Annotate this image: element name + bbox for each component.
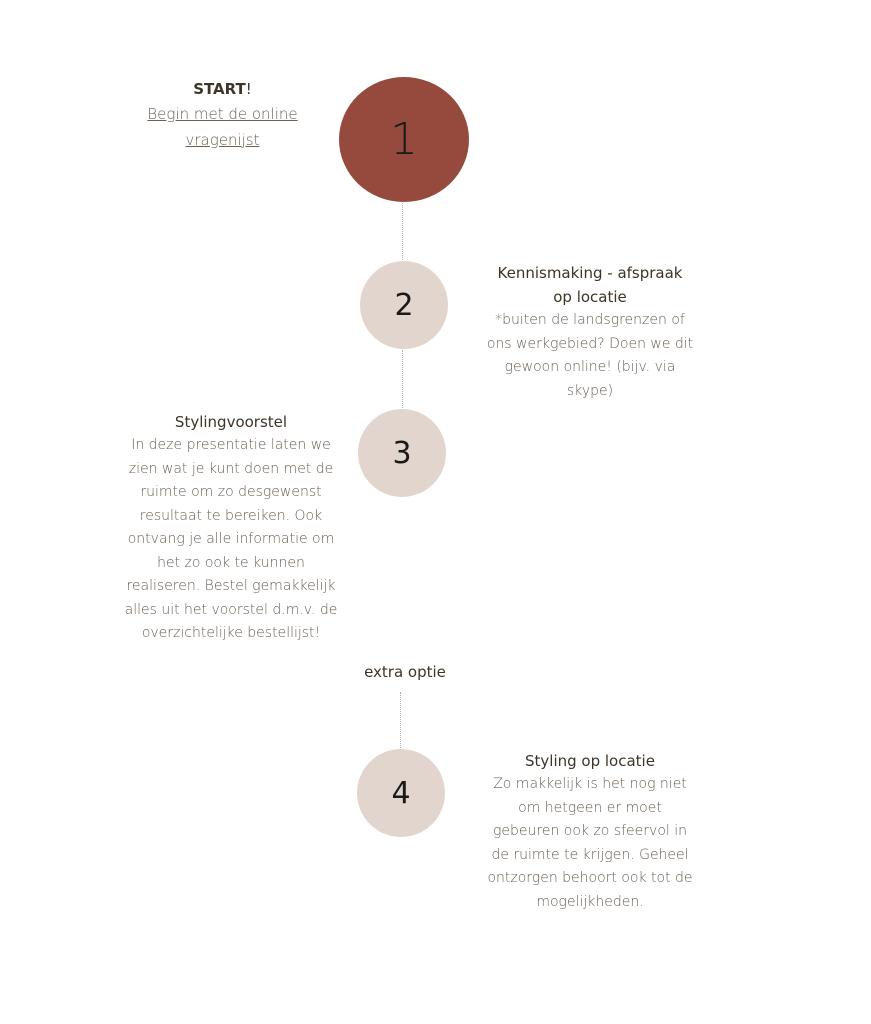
extra-option-label: extra optie [364, 663, 446, 681]
step-2-circle: 2 [360, 261, 448, 349]
step-3-circle: 3 [358, 409, 446, 497]
step-1-title: START! [193, 80, 252, 98]
connector-2-3 [402, 350, 403, 408]
step-4-circle: 4 [357, 749, 445, 837]
step-3-title: Stylingvoorstel [174, 413, 288, 431]
step-1-text [140, 77, 305, 153]
connector-1-2 [402, 203, 403, 260]
step-1-circle: 1 [339, 77, 469, 202]
step-2-text [486, 261, 694, 403]
connector-extra-4 [400, 692, 401, 748]
step-4-title: Styling op locatie [525, 752, 655, 770]
questionnaire-link[interactable]: Begin met de online vragenijst [147, 105, 298, 149]
step-4-body: Zo makkelijk is het nog niet om hetgeen er moet gebeuren ook zo sfeervol in de ruimte te krijgen. Geheel ontzorgen behoort ook tot de mogelijkheden. [487, 776, 693, 910]
step-3-text [120, 410, 342, 646]
step-3-body: In deze presentatie laten we zien wat je kunt doen met de ruimte om zo desgewenst resultaat te bereiken. Ook ontvang je alle informatie om het zo ook te kunnen realiseren. Bestel gemakkelijk alles uit het voorstel d.m.v. de overzichtelijke bestellijst! [124, 437, 338, 641]
step-2-body: *buiten de landsgrenzen of ons werkgebied? Doen we dit gewoon online! (bijv. via skype) [486, 312, 694, 399]
step-4-text [486, 749, 694, 914]
step-2-title: Kennismaking - afspraak op locatie [497, 264, 683, 306]
